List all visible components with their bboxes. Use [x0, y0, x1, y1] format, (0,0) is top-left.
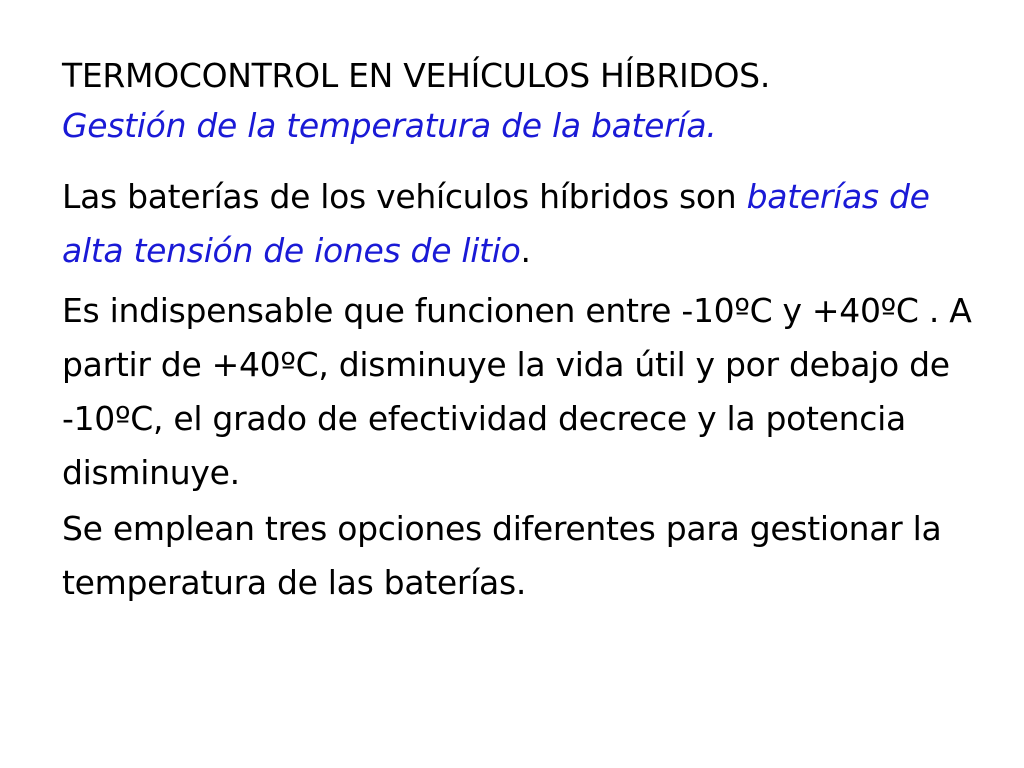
- paragraph-battery-type-lead: Las baterías de los vehículos híbridos son: [62, 177, 747, 216]
- slide-subtitle: Gestión de la temperatura de la batería.: [62, 106, 717, 145]
- paragraph-battery-type: [62, 170, 992, 278]
- slide-title: TERMOCONTROL EN VEHÍCULOS HÍBRIDOS.: [62, 56, 771, 95]
- paragraph-temperature-range: Es indispensable que funcionen entre -10ºC y +40ºC . A partir de +40ºC, disminuye la vida útil y por debajo de -10ºC, el grado de efectividad decrece y la potencia disminuye.: [62, 291, 972, 492]
- battery-type-highlight: baterías de alta tensión de iones de litio: [62, 177, 930, 270]
- paragraph-battery-type-tail: .: [520, 231, 531, 270]
- slide-content: [62, 56, 992, 610]
- paragraph-management-options: Se emplean tres opciones diferentes para gestionar la temperatura de las baterías.: [62, 509, 942, 602]
